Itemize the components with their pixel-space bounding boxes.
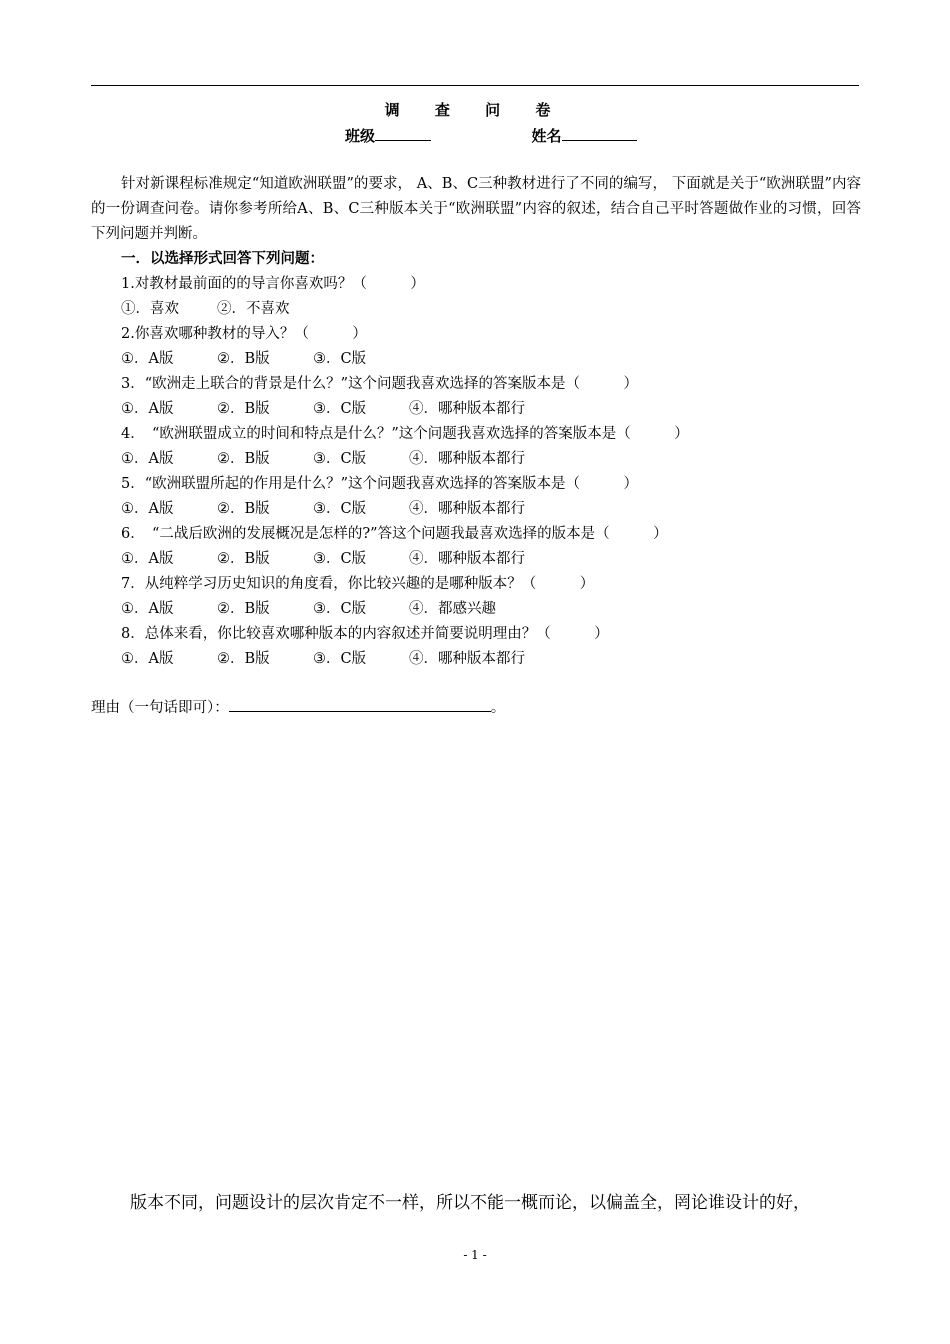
reason-blank[interactable] [229, 697, 491, 712]
option-choice[interactable]: ②．B版 [217, 551, 270, 567]
class-blank[interactable] [375, 126, 431, 141]
question-text: 1.对教材最前面的的导言你喜欢吗？（ ） [121, 276, 425, 292]
option-choice[interactable]: ②．B版 [217, 601, 270, 617]
reason-end: 。 [490, 700, 506, 716]
name-blank[interactable] [562, 126, 637, 141]
closing-text: 版本不同，问题设计的层次肯定不一样，所以不能一概而论，以偏盖全，罔论谁设计的好， [130, 1193, 810, 1213]
questionnaire-body [91, 172, 861, 672]
option-choice[interactable]: ④．哪种版本都行 [409, 651, 525, 667]
option-choice[interactable]: ④．哪种版本都行 [409, 501, 525, 517]
option-choice[interactable]: ③．C版 [313, 351, 367, 367]
option-choice[interactable]: ③．C版 [313, 451, 367, 467]
page-title: 调 查 问 卷 [384, 101, 566, 119]
option-choice[interactable]: ②．B版 [217, 401, 270, 417]
option-choice[interactable]: ①．A版 [121, 651, 174, 667]
intro-paragraph: 针对新课程标准规定“知道欧洲联盟”的要求， A、B、C三种教材进行了不同的编写， 下面就是关于“欧洲联盟”内容的一份调查问卷。请你参考所给A、B、C三种版本关于“欧洲联盟”内容的叙述，结合自己平时答题做作业的习惯，回答下列问题并判断。 [91, 176, 861, 242]
question-options [91, 647, 861, 672]
option-choice[interactable]: ④．哪种版本都行 [409, 401, 525, 417]
option-choice[interactable]: ③．C版 [313, 501, 367, 517]
question-options [91, 297, 861, 322]
option-choice[interactable]: ①．A版 [121, 351, 174, 367]
option-choice[interactable]: ①．A版 [121, 551, 174, 567]
option-choice[interactable]: ②．B版 [217, 351, 270, 367]
question-text: 6． “二战后欧洲的发展概况是怎样的?”答这个问题我最喜欢选择的版本是（ ） [121, 526, 668, 542]
option-choice[interactable]: ①．A版 [121, 601, 174, 617]
option-choice[interactable]: ①．A版 [121, 451, 174, 467]
option-choice[interactable]: ③．C版 [313, 651, 367, 667]
question-text: 2.你喜欢哪种教材的导入？（ ） [121, 326, 367, 342]
question-text: 8．总体来看，你比较喜欢哪种版本的内容叙述并简要说明理由？（ ） [121, 626, 609, 642]
question-options [91, 397, 861, 422]
option-choice[interactable]: ①．A版 [121, 501, 174, 517]
option-choice[interactable]: ④．哪种版本都行 [409, 451, 525, 467]
question-text: 7．从纯粹学习历史知识的角度看，你比较兴趣的是哪种版本？（ ） [121, 576, 595, 592]
question-text: 4． “欧洲联盟成立的时间和特点是什么？”这个问题我喜欢选择的答案版本是（ ） [121, 426, 689, 442]
option-choice[interactable]: ②．不喜欢 [217, 301, 290, 317]
question-options [91, 597, 861, 622]
option-choice[interactable]: ③．C版 [313, 601, 367, 617]
question-list [91, 272, 861, 672]
option-choice[interactable]: ①．A版 [121, 401, 174, 417]
option-choice[interactable]: ②．B版 [217, 501, 270, 517]
student-info [345, 125, 637, 146]
question-text: 5．“欧洲联盟所起的作用是什么？”这个问题我喜欢选择的答案版本是（ ） [121, 476, 639, 492]
reason-label: 理由（一句话即可）： [91, 700, 229, 716]
header-rule [91, 85, 859, 86]
option-choice[interactable]: ③．C版 [313, 551, 367, 567]
reason-line [91, 696, 505, 717]
question-options [91, 497, 861, 522]
option-choice[interactable]: ①．喜欢 [121, 301, 179, 317]
option-choice[interactable]: ②．B版 [217, 651, 270, 667]
question-options [91, 547, 861, 572]
section-title: 一．以选择形式回答下列问题： [121, 251, 324, 267]
question-options [91, 447, 861, 472]
option-choice[interactable]: ④．哪种版本都行 [409, 551, 525, 567]
question-options [91, 347, 861, 372]
class-label: 班级 [345, 127, 376, 145]
option-choice[interactable]: ③．C版 [313, 401, 367, 417]
question-text: 3．“欧洲走上联合的背景是什么？”这个问题我喜欢选择的答案版本是（ ） [121, 376, 639, 392]
name-label: 姓名 [531, 127, 562, 145]
option-choice[interactable]: ④．都感兴趣 [409, 601, 496, 617]
option-choice[interactable]: ②．B版 [217, 451, 270, 467]
page-number: - 1 - [463, 1248, 487, 1262]
